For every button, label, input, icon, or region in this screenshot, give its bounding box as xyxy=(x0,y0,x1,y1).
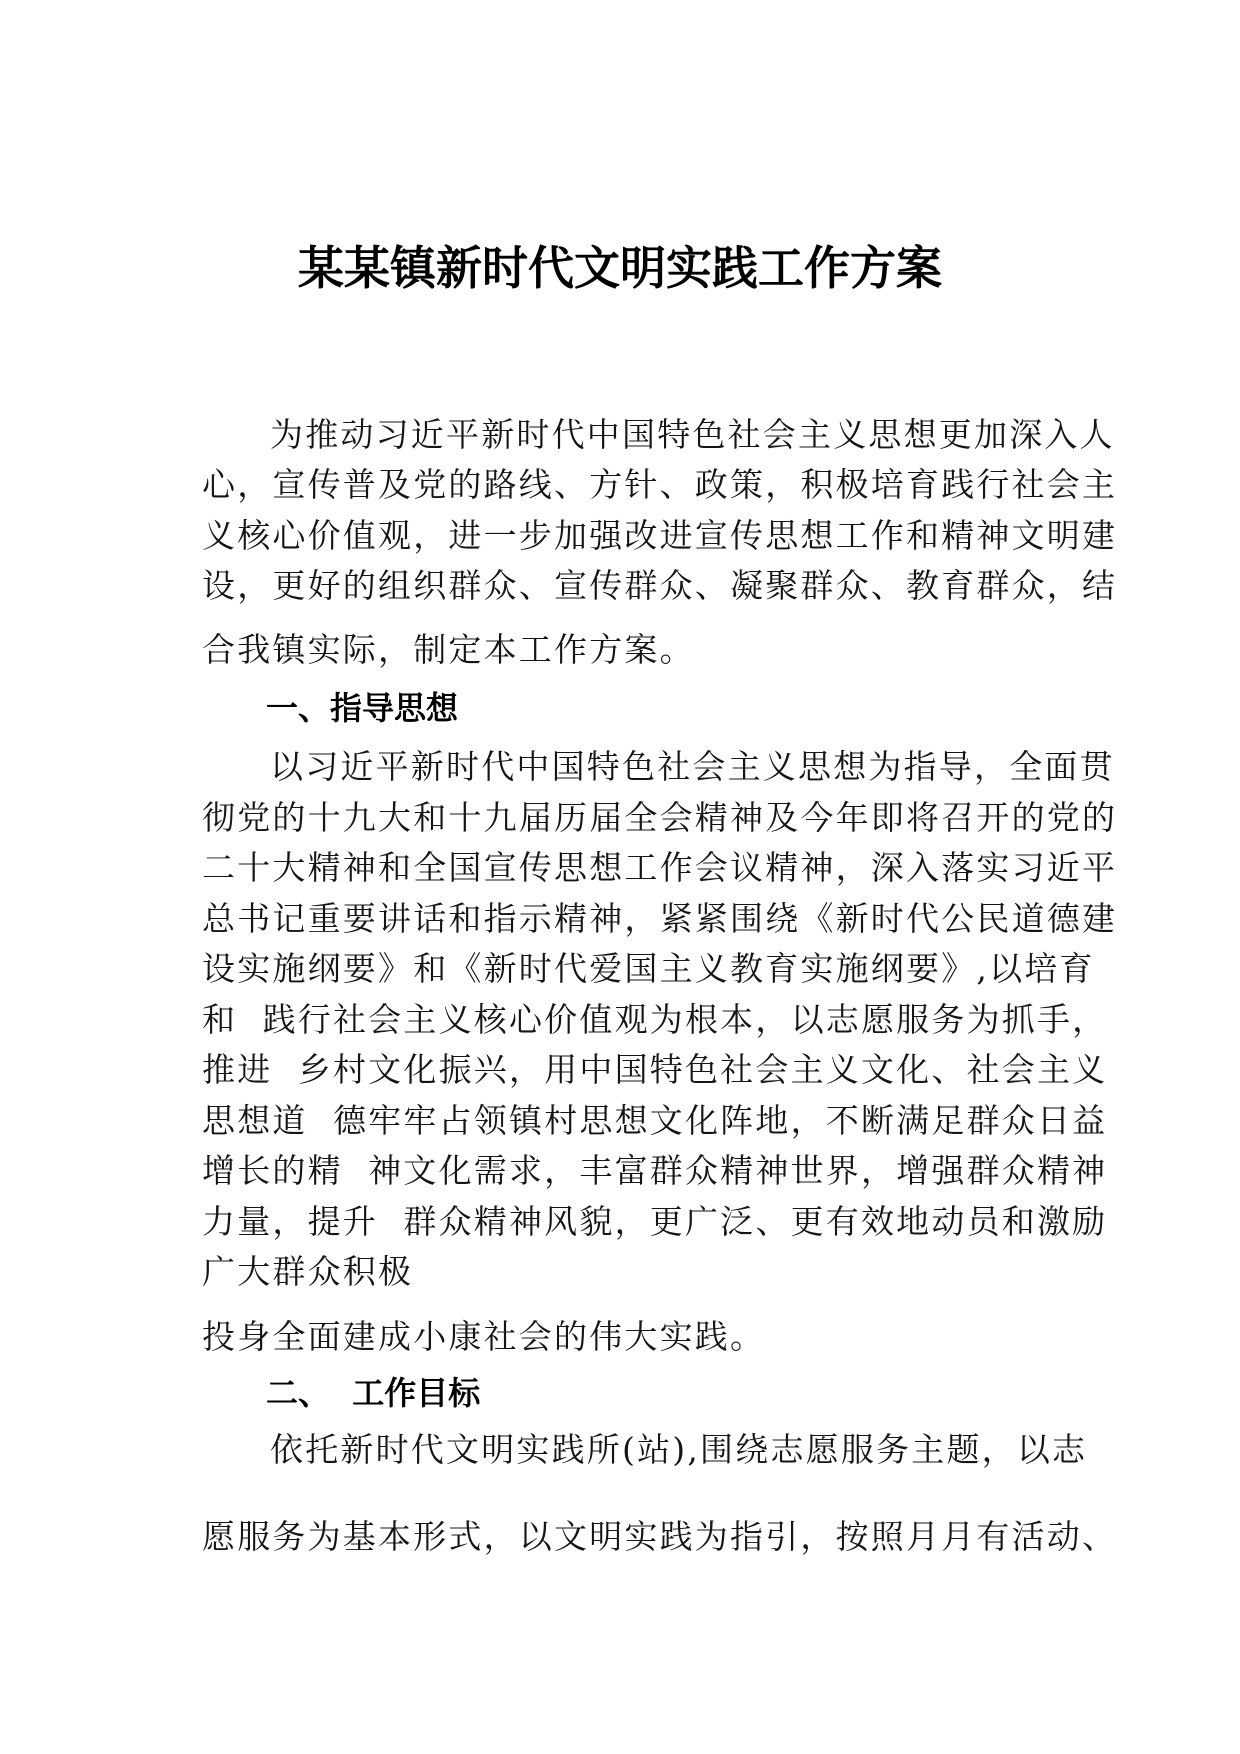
section1-line: 增长的精 神文化需求，丰富群众精神世界，增强群众精神 xyxy=(202,1151,1108,1190)
section1-line: 和 践行社会主义核心价值观为根本，以志愿服务为抓手， xyxy=(202,1000,1108,1039)
section2-line: 依托新时代文明实践所(站),围绕志愿服务主题，以志 xyxy=(270,1430,1088,1469)
section2-line: 愿服务为基本形式，以文明实践为指引，按照月月有活动、 xyxy=(202,1517,1118,1556)
intro-line: 为推动习近平新时代中国特色社会主义思想更加深入人 xyxy=(270,415,1115,454)
section1-line: 总书记重要讲话和指示精神，紧紧围绕《新时代公民道德建 xyxy=(202,899,1118,938)
section1-line: 力量，提升 群众精神风貌，更广泛、更有效地动员和激励 xyxy=(202,1202,1108,1241)
document-title: 某某镇新时代文明实践工作方案 xyxy=(298,241,942,295)
section-heading-work-goals: 二、 工作目标 xyxy=(266,1374,481,1412)
section1-line: 推进 乡村文化振兴，用中国特色社会主义文化、社会主义 xyxy=(202,1050,1108,1089)
section1-line: 广大群众积极 xyxy=(202,1252,414,1291)
intro-line: 设，更好的组织群众、宣传群众、凝聚群众、教育群众，结 xyxy=(202,566,1118,605)
intro-line: 合我镇实际，制定本工作方案。 xyxy=(202,630,695,669)
intro-line: 义核心价值观，进一步加强改进宣传思想工作和精神文明建 xyxy=(202,516,1118,555)
section1-line: 二十大精神和全国宣传思想工作会议精神，深入落实习近平 xyxy=(202,848,1118,887)
section1-line: 思想道 德牢牢占领镇村思想文化阵地，不断满足群众日益 xyxy=(202,1101,1108,1140)
intro-line: 心，宣传普及党的路线、方针、政策，积极培育践行社会主 xyxy=(202,465,1118,504)
section-heading-guiding-ideology: 一、指导思想 xyxy=(266,689,459,727)
section1-line: 设实施纲要》和《新时代爱国主义教育实施纲要》,以培育 xyxy=(202,949,1095,988)
section1-line: 彻党的十九大和十九届历届全会精神及今年即将召开的党的 xyxy=(202,798,1118,837)
section1-line: 以习近平新时代中国特色社会主义思想为指导，全面贯 xyxy=(270,747,1115,786)
section1-line: 投身全面建成小康社会的伟大实践。 xyxy=(202,1317,766,1356)
